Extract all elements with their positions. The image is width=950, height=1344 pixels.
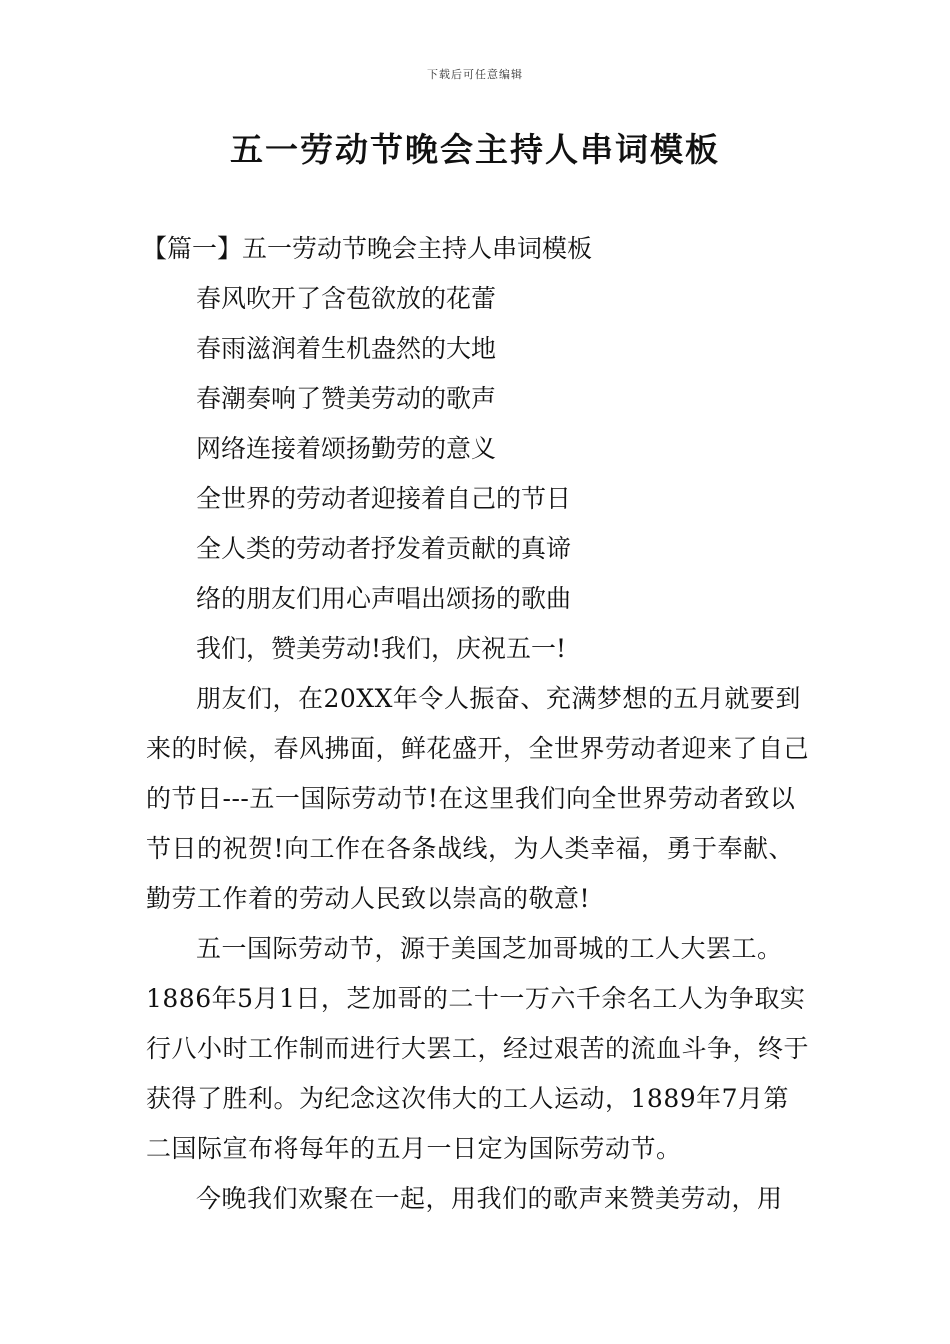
poem-line: 我们，赞美劳动!我们，庆祝五一! bbox=[196, 634, 567, 663]
paragraph-history: 五一国际劳动节，源于美国芝加哥城的工人大罢工。1886年5月1日，芝加哥的二十一万六千余名工人为争取实行八小时工作制而进行大罢工，经过艰苦的流血斗争，终于获得了胜利。为纪念这次伟大的工人运动，1889年7月第二国际宣布将每年的五月一日定为国际劳动节。 bbox=[146, 934, 810, 1163]
poem-line: 全世界的劳动者迎接着自己的节日 bbox=[196, 484, 572, 513]
poem-line: 全人类的劳动者抒发着贡献的真谛 bbox=[196, 534, 572, 563]
page-header-note: 下载后可任意编辑 bbox=[427, 68, 523, 81]
section-heading: 【篇一】五一劳动节晚会主持人串词模板 bbox=[142, 234, 593, 263]
document-body bbox=[142, 224, 810, 1224]
poem-line: 网络连接着颂扬勤劳的意义 bbox=[196, 434, 497, 463]
document-title: 五一劳动节晚会主持人串词模板 bbox=[230, 130, 720, 169]
poem-line: 春雨滋润着生机盎然的大地 bbox=[196, 334, 497, 363]
paragraph-greeting: 朋友们，在20XX年令人振奋、充满梦想的五月就要到来的时候，春风拂面，鲜花盛开，全世界劳动者迎来了自己的节日---五一国际劳动节!在这里我们向全世界劳动者致以节日的祝贺!向工作在各条战线，为人类幸福，勇于奉献、勤劳工作着的劳动人民致以崇高的敬意! bbox=[146, 684, 810, 913]
poem-block bbox=[146, 274, 810, 674]
poem-line: 春风吹开了含苞欲放的花蕾 bbox=[196, 284, 497, 313]
paragraph-tonight: 今晚我们欢聚在一起，用我们的歌声来赞美劳动，用 bbox=[196, 1184, 783, 1213]
poem-line: 春潮奏响了赞美劳动的歌声 bbox=[196, 384, 497, 413]
poem-line: 络的朋友们用心声唱出颂扬的歌曲 bbox=[196, 584, 572, 613]
